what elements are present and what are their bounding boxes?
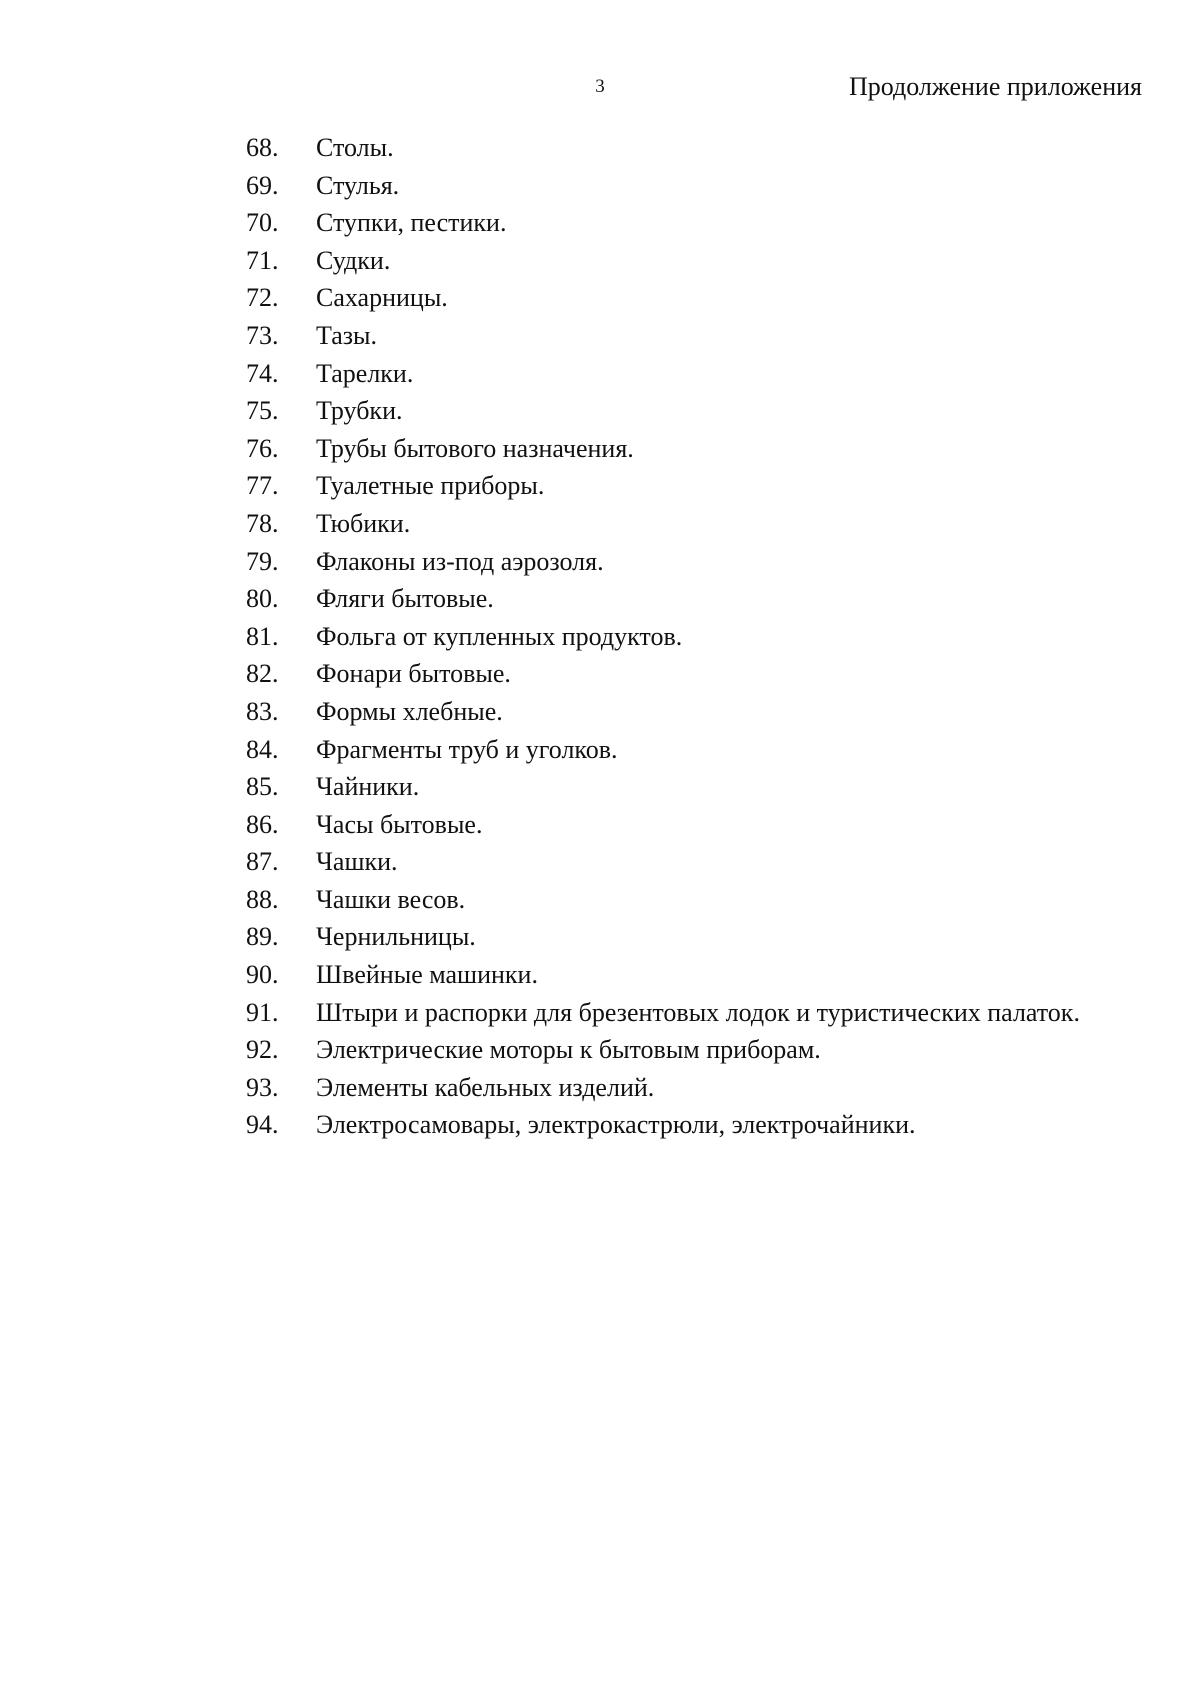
item-text: Трубки. <box>316 396 403 426</box>
item-text: Швейные машинки. <box>316 960 538 990</box>
list-item <box>246 956 1080 994</box>
item-number: 77. <box>246 471 279 501</box>
item-number: 92. <box>246 1035 279 1065</box>
list-item <box>246 618 1080 656</box>
item-text: Трубы бытового назначения. <box>316 433 634 463</box>
item-text: Часы бытовые. <box>316 809 483 839</box>
item-text: Штыри и распорки для брезентовых лодок и туристических палаток. <box>316 997 1080 1027</box>
item-text: Элементы кабельных изделий. <box>316 1072 655 1102</box>
list-item <box>246 505 1080 543</box>
header-title: Продолжение приложения <box>848 72 1142 101</box>
item-number: 78. <box>246 508 279 538</box>
list-item <box>246 204 1080 242</box>
item-number: 88. <box>246 884 279 914</box>
item-text: Тарелки. <box>316 358 414 388</box>
item-text: Тазы. <box>316 320 378 350</box>
item-number: 86. <box>246 809 279 839</box>
list-item <box>246 1031 1080 1069</box>
item-number: 72. <box>246 283 279 313</box>
item-text: Формы хлебные. <box>316 696 503 726</box>
list-item <box>246 655 1080 693</box>
item-text: Тюбики. <box>316 508 411 538</box>
list-item <box>246 392 1080 430</box>
item-text: Чернильницы. <box>316 922 476 952</box>
item-number: 82. <box>246 659 279 689</box>
item-list <box>246 129 1080 1144</box>
list-item <box>246 768 1080 806</box>
list-item <box>246 881 1080 919</box>
list-item <box>246 355 1080 393</box>
item-number: 75. <box>246 396 279 426</box>
list-item <box>246 580 1080 618</box>
list-item <box>246 994 1080 1032</box>
item-number: 87. <box>246 847 279 877</box>
item-number: 91. <box>246 997 279 1027</box>
item-text: Чашки. <box>316 847 398 877</box>
item-number: 81. <box>246 621 279 651</box>
page-number: 3 <box>595 76 605 97</box>
item-text: Столы. <box>316 133 394 162</box>
item-number: 79. <box>246 546 279 576</box>
item-number: 71. <box>246 245 279 275</box>
item-number: 74. <box>246 358 279 388</box>
item-number: 76. <box>246 433 279 463</box>
item-text: Флаконы из-под аэрозоля. <box>316 546 604 576</box>
item-number: 68. <box>246 133 279 162</box>
item-text: Электросамовары, электрокастрюли, электрочайники. <box>316 1110 916 1140</box>
item-number: 85. <box>246 772 279 802</box>
item-text: Туалетные приборы. <box>316 471 545 501</box>
item-text: Стулья. <box>316 170 400 200</box>
item-number: 94. <box>246 1110 279 1140</box>
item-number: 69. <box>246 170 279 200</box>
item-number: 90. <box>246 960 279 990</box>
item-text: Судки. <box>316 245 391 275</box>
list-item <box>246 918 1080 956</box>
item-text: Электрические моторы к бытовым приборам. <box>316 1035 821 1065</box>
list-item <box>246 843 1080 881</box>
list-item <box>246 430 1080 468</box>
item-number: 84. <box>246 734 279 764</box>
list-item <box>246 543 1080 581</box>
item-number: 93. <box>246 1072 279 1102</box>
list-item <box>246 1106 1080 1144</box>
list-item <box>246 731 1080 769</box>
list-item <box>246 167 1080 205</box>
item-text: Чашки весов. <box>316 884 466 914</box>
item-text: Фляги бытовые. <box>316 584 494 614</box>
item-number: 89. <box>246 922 279 952</box>
item-text: Чайники. <box>316 772 420 802</box>
list-item <box>246 1069 1080 1107</box>
list-item <box>246 279 1080 317</box>
list-item <box>246 317 1080 355</box>
item-number: 73. <box>246 320 279 350</box>
item-text: Ступки, пестики. <box>316 208 507 238</box>
item-text: Фрагменты труб и уголков. <box>316 734 618 764</box>
item-text: Сахарницы. <box>316 283 448 313</box>
item-text: Фонари бытовые. <box>316 659 511 689</box>
list-item <box>246 693 1080 731</box>
item-number: 83. <box>246 696 279 726</box>
list-item <box>246 242 1080 280</box>
item-number: 80. <box>246 584 279 614</box>
list-item <box>246 806 1080 844</box>
item-number: 70. <box>246 208 279 238</box>
item-text: Фольга от купленных продуктов. <box>316 621 683 651</box>
list-item <box>246 467 1080 505</box>
list-item <box>246 129 1080 167</box>
